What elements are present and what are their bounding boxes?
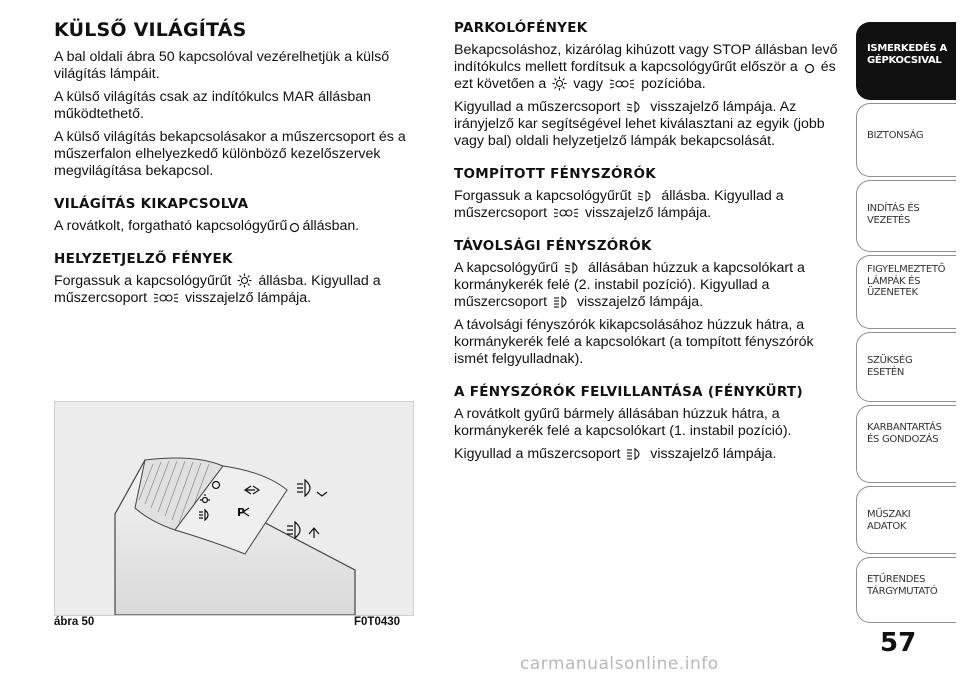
sun-position-icon	[552, 76, 567, 91]
low-beam-icon	[564, 261, 582, 275]
right-column	[454, 20, 844, 469]
low-beam-heading: TOMPÍTOTT FÉNYSZÓRÓK	[454, 166, 656, 182]
intro-paragraph-2: A külső világítás csak az indítókulcs MAR állásban működtethető.	[54, 89, 372, 122]
parking-paragraph-2: Kigyullad a műszercsoport visszajelző lámpája. Az irányjelző kar segítségével lehet kiválasztani az egyik (jobb vagy bal) oldali helyzetjelző lámpák bekapcsolását.	[454, 99, 825, 149]
off-paragraph: A rovátkolt, forgatható kapcsológyűrű állásban.	[54, 218, 360, 234]
page-number: 57	[880, 628, 917, 658]
high-beam-heading: TÁVOLSÁGI FÉNYSZÓRÓK	[454, 238, 652, 254]
parking-lights-icon	[153, 291, 179, 305]
parking-lights-heading: PARKOLÓFÉNYEK	[454, 20, 588, 36]
tab-getting-to-know[interactable]: ISMERKEDÉS A GÉPKOCSIVAL	[856, 22, 956, 100]
flash-paragraph-2: Kigyullad a műszercsoport visszajelző lámpája.	[454, 446, 777, 462]
parking-paragraph-1: Bekapcsoláshoz, kizárólag kihúzott vagy STOP állásban levő indítókulcs mellett fordítsuk a kapcsológyűrűt először a és ezt követően a vagy pozícióba.	[454, 42, 838, 92]
tab-maintenance[interactable]: KARBANTARTÁS ÉS GONDOZÁS	[856, 405, 956, 483]
off-ring-icon	[804, 63, 815, 74]
tab-index[interactable]: ETŰRENDES TÁRGYMUTATÓ	[856, 557, 956, 623]
chapter-sidebar	[856, 0, 960, 678]
sun-position-icon	[237, 273, 252, 288]
parking-lights-icon	[553, 206, 579, 220]
flash-heading: A FÉNYSZÓRÓK FELVILLANTÁSA (FÉNYKÜRT)	[454, 384, 803, 400]
figure-caption: ábra 50	[54, 616, 95, 628]
high-beam-paragraph-1: A kapcsológyűrű állásában húzzuk a kapcsolókart a kormánykerék felé (2. instabil pozíció). Kigyullad a műszercsoport visszajelző lámpája.	[454, 260, 805, 310]
figure-code: F0T0430	[354, 616, 401, 628]
high-beam-paragraph-2: A távolsági fényszórók kikapcsolásához húzzuk hátra, a kormánykerék felé a kapcsolókart (a tompított fényszórók ismét felgyulladnak).	[454, 317, 814, 367]
tab-safety[interactable]: BIZTONSÁG	[856, 103, 956, 177]
position-lights-paragraph: Forgassuk a kapcsológyűrűt állásba. Kigyullad a műszercsoport visszajelző lámpája.	[54, 273, 381, 306]
tab-warning-lights[interactable]: FIGYELMEZTETŐ LÁMPÁK ÉS ÜZENETEK	[856, 255, 956, 329]
high-beam-icon	[626, 447, 644, 461]
switch-figure	[54, 401, 414, 616]
intro-paragraph-3: A külső világítás bekapcsolásakor a műszercsoport és a műszerfalon elhelyezkedő különböző kezelőszervek megvilágítása bekapcsol.	[54, 129, 406, 179]
tab-technical-data[interactable]: MŰSZAKI ADATOK	[856, 486, 956, 554]
light-switch-illustration	[55, 402, 413, 615]
low-beam-icon	[637, 189, 655, 203]
off-ring-icon	[289, 222, 300, 233]
off-heading: VILÁGÍTÁS KIKAPCSOLVA	[54, 196, 249, 212]
intro-paragraph-1: A bal oldali ábra 50 kapcsolóval vezérelhetjük a külső világítás lámpáit.	[54, 49, 390, 82]
flash-paragraph-1: A rovátkolt gyűrű bármely állásában húzzuk hátra, a kormánykerék felé a kapcsolókart (1. instabil pozíció).	[454, 406, 792, 439]
position-lights-heading: HELYZETJELZŐ FÉNYEK	[54, 251, 233, 267]
parking-lights-icon	[609, 77, 635, 91]
page-title: KÜLSŐ VILÁGÍTÁS	[54, 19, 247, 41]
left-column	[54, 0, 438, 313]
tab-starting-driving[interactable]: INDÍTÁS ÉS VEZETÉS	[856, 180, 956, 252]
low-beam-paragraph: Forgassuk a kapcsológyűrűt állásba. Kigyullad a műszercsoport visszajelző lámpája.	[454, 188, 784, 221]
tab-emergency[interactable]: SZÜKSÉG ESETÉN	[856, 332, 956, 402]
watermark: carmanualsonline.info	[520, 654, 719, 674]
low-beam-icon	[626, 100, 644, 114]
high-beam-icon	[553, 295, 571, 309]
svg-text:P: P	[237, 506, 246, 519]
